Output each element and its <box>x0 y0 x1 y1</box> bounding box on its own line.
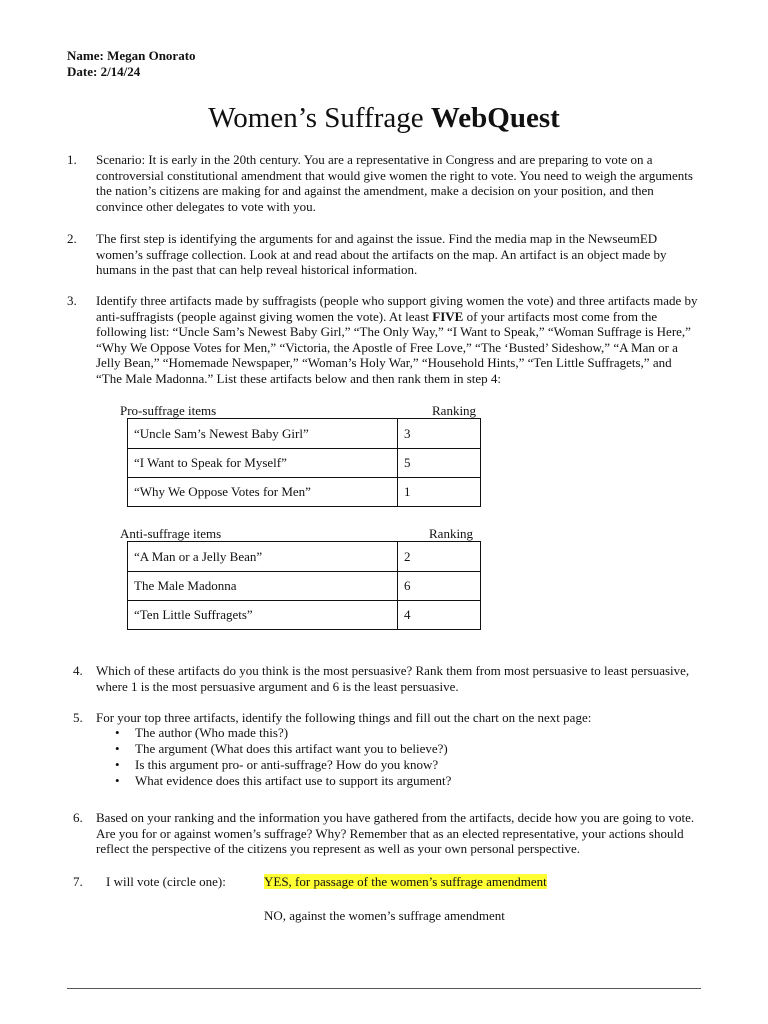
pro-suffrage-label: Pro-suffrage items <box>120 403 217 418</box>
item-2-number: 2. <box>67 231 77 246</box>
table-row <box>128 572 481 601</box>
pro-suffrage-table <box>127 418 481 507</box>
ranking-cell[interactable]: 4 <box>398 601 481 630</box>
table-row <box>128 419 481 449</box>
list-item: • The author (Who made this?) <box>96 725 451 741</box>
item-3-number: 3. <box>67 293 77 308</box>
artifact-cell[interactable]: The Male Madonna <box>128 572 398 601</box>
item-4-text: Which of these artifacts do you think is the most persuasive? Rank them from most persuasive to least persuasive, where 1 is the most persuasive argument and 6 is the least persuasive. <box>96 663 690 694</box>
list-item: • Is this argument pro- or anti-suffrage? How do you know? <box>96 757 451 773</box>
item-6-number: 6. <box>73 810 83 825</box>
item-5-number: 5. <box>73 710 83 725</box>
ranking-cell[interactable]: 6 <box>398 572 481 601</box>
ranking-cell[interactable]: 5 <box>398 449 481 478</box>
table-row <box>128 478 481 507</box>
item-2-text: The first step is identifying the arguments for and against the issue. Find the media map in the NewseumED women’s suffrage collection. Look at and read about the artifacts on the map. An artifact is an object made by humans in the past that can help reveal historical information. <box>96 231 667 278</box>
artifact-cell[interactable]: “I Want to Speak for Myself” <box>128 449 398 478</box>
anti-suffrage-table <box>127 541 481 630</box>
vote-option-no[interactable]: NO, against the women’s suffrage amendment <box>264 908 505 923</box>
anti-ranking-label: Ranking <box>429 526 474 541</box>
title-plain: Women’s Suffrage <box>208 102 431 134</box>
vote-option-yes[interactable] <box>264 874 547 890</box>
list-item: • What evidence does this artifact use to support its argument? <box>96 773 451 789</box>
item-1-number: 1. <box>67 152 77 167</box>
artifact-cell[interactable]: “Ten Little Suffragets” <box>128 601 398 630</box>
artifact-cell[interactable]: “A Man or a Jelly Bean” <box>128 542 398 572</box>
footer-divider <box>67 988 701 989</box>
highlighted-answer: YES, for passage of the women’s suffrage amendment <box>264 874 547 889</box>
student-name: Name: Megan Onorato <box>67 48 196 63</box>
ranking-cell[interactable]: 1 <box>398 478 481 507</box>
artifact-cell[interactable]: “Why We Oppose Votes for Men” <box>128 478 398 507</box>
title-bold: WebQuest <box>430 102 560 134</box>
vote-prompt: I will vote (circle one): <box>106 874 226 889</box>
list-item: • The argument (What does this artifact want you to believe?) <box>96 741 451 757</box>
artifact-cell[interactable]: “Uncle Sam’s Newest Baby Girl” <box>128 419 398 449</box>
item-4-number: 4. <box>73 663 83 678</box>
anti-suffrage-label: Anti-suffrage items <box>120 526 222 541</box>
item-5-text: For your top three artifacts, identify the following things and fill out the chart on the next page: <box>96 710 592 725</box>
assignment-date: Date: 2/14/24 <box>67 64 141 79</box>
item-5-bullet-list <box>96 725 451 789</box>
item-7-number: 7. <box>73 874 83 889</box>
ranking-cell[interactable]: 3 <box>398 419 481 449</box>
item-3-text: Identify three artifacts made by suffragists (people who support giving women the vote) and three artifacts made by anti-suffragists (people against giving women the vote). At least FIVE of your artifacts most come from the following list: “Uncle Sam’s Newest Baby Girl,” “The Only Way,” “I Want to Speak,” “Woman Suffrage is Here,” “Why We Oppose Votes for Men,” “Victoria, the Apostle of Free Love,” “The ‘Busted’ Sideshow,” “A Man or a Jelly Bean,” “Homemade Newspaper,” “Woman’s Holy War,” “Household Hints,” “Ten Little Suffragets,” and “The Male Madonna.” List these artifacts below and then rank them in step 4: <box>96 293 698 386</box>
ranking-cell[interactable]: 2 <box>398 542 481 572</box>
table-row <box>128 542 481 572</box>
page-title <box>0 101 768 135</box>
table-row <box>128 449 481 478</box>
item-6-text: Based on your ranking and the information you have gathered from the artifacts, decide how you are going to vote. Are you for or against women’s suffrage? Why? Remember that as an elected representative, your actions should reflect the perspective of the citizens you represent as well as your own personal perspective. <box>96 810 695 857</box>
table-row <box>128 601 481 630</box>
pro-ranking-label: Ranking <box>432 403 477 418</box>
item-1-text: Scenario: It is early in the 20th century. You are a representative in Congress and are preparing to vote on a controversial constitutional amendment that would give women the right to vote. You need to weigh the arguments the nation’s citizens are making for and against the amendment, make a decision on your position, and then convince other delegates to vote with you. <box>96 152 693 214</box>
